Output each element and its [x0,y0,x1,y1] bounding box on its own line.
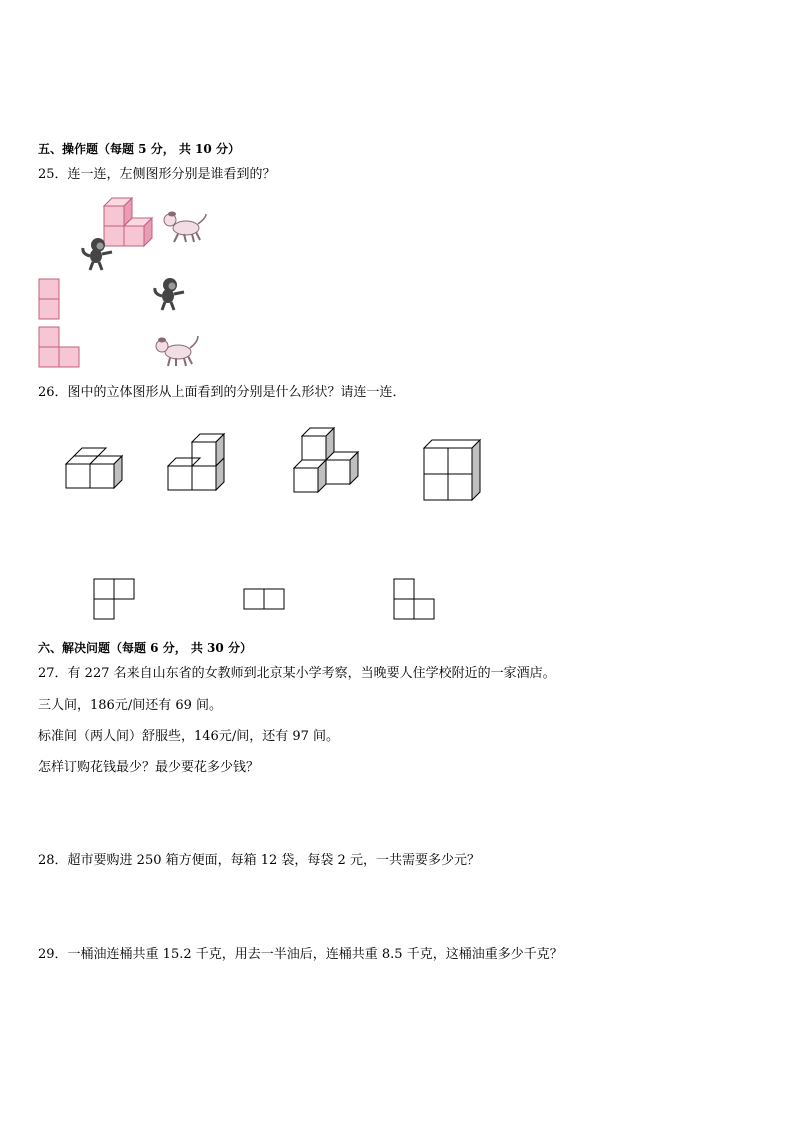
top-view-shape-3 [392,578,438,622]
solid-figure-1 [62,444,128,494]
question-29-text: 29．一桶油连桶共重 15.2 千克，用去一半油后，连桶共重 8.5 千克，这桶油重多少千克？ [38,947,563,962]
dog-icon [152,334,202,370]
dog-icon [160,210,208,246]
top-view-shape-1 [92,578,138,622]
top-view-shape-2 [242,588,288,612]
monkey-icon [152,276,188,312]
question-27-line-4: 怎样订购花钱最少？最少要花多少钱？ [38,760,260,775]
view-shape-vertical-two [38,278,62,320]
question-28-text: 28．超市要购进 250 箱方便面，每箱 12 袋，每袋 2 元，一共需要多少元？ [38,853,480,868]
monkey-icon [80,236,116,272]
question-27-line-1: 27．有 227 名来自山东省的女教师到北京某小学考察，当晚要人住学校附近的一家酒店。 [38,666,556,681]
solid-figure-3 [290,424,364,498]
solid-figure-2 [164,430,230,496]
question-26-text: 26．图中的立体图形从上面看到的分别是什么形状？请连一连． [38,385,406,400]
question-27-line-2: 三人间，186元/间还有 69 间。 [38,698,222,713]
question-25-text: 25．连一连，左侧图形分别是谁看到的？ [38,167,276,182]
section-5-heading: 五、操作题（每题 5 分， 共 10 分） [38,142,240,156]
view-shape-l [38,326,84,370]
section-6-heading: 六、解决问题（每题 6 分， 共 30 分） [38,641,252,655]
solid-figure-4 [420,436,486,504]
question-27-line-3: 标准间（两人间）舒服些，146元/间，还有 97 间。 [38,729,339,744]
